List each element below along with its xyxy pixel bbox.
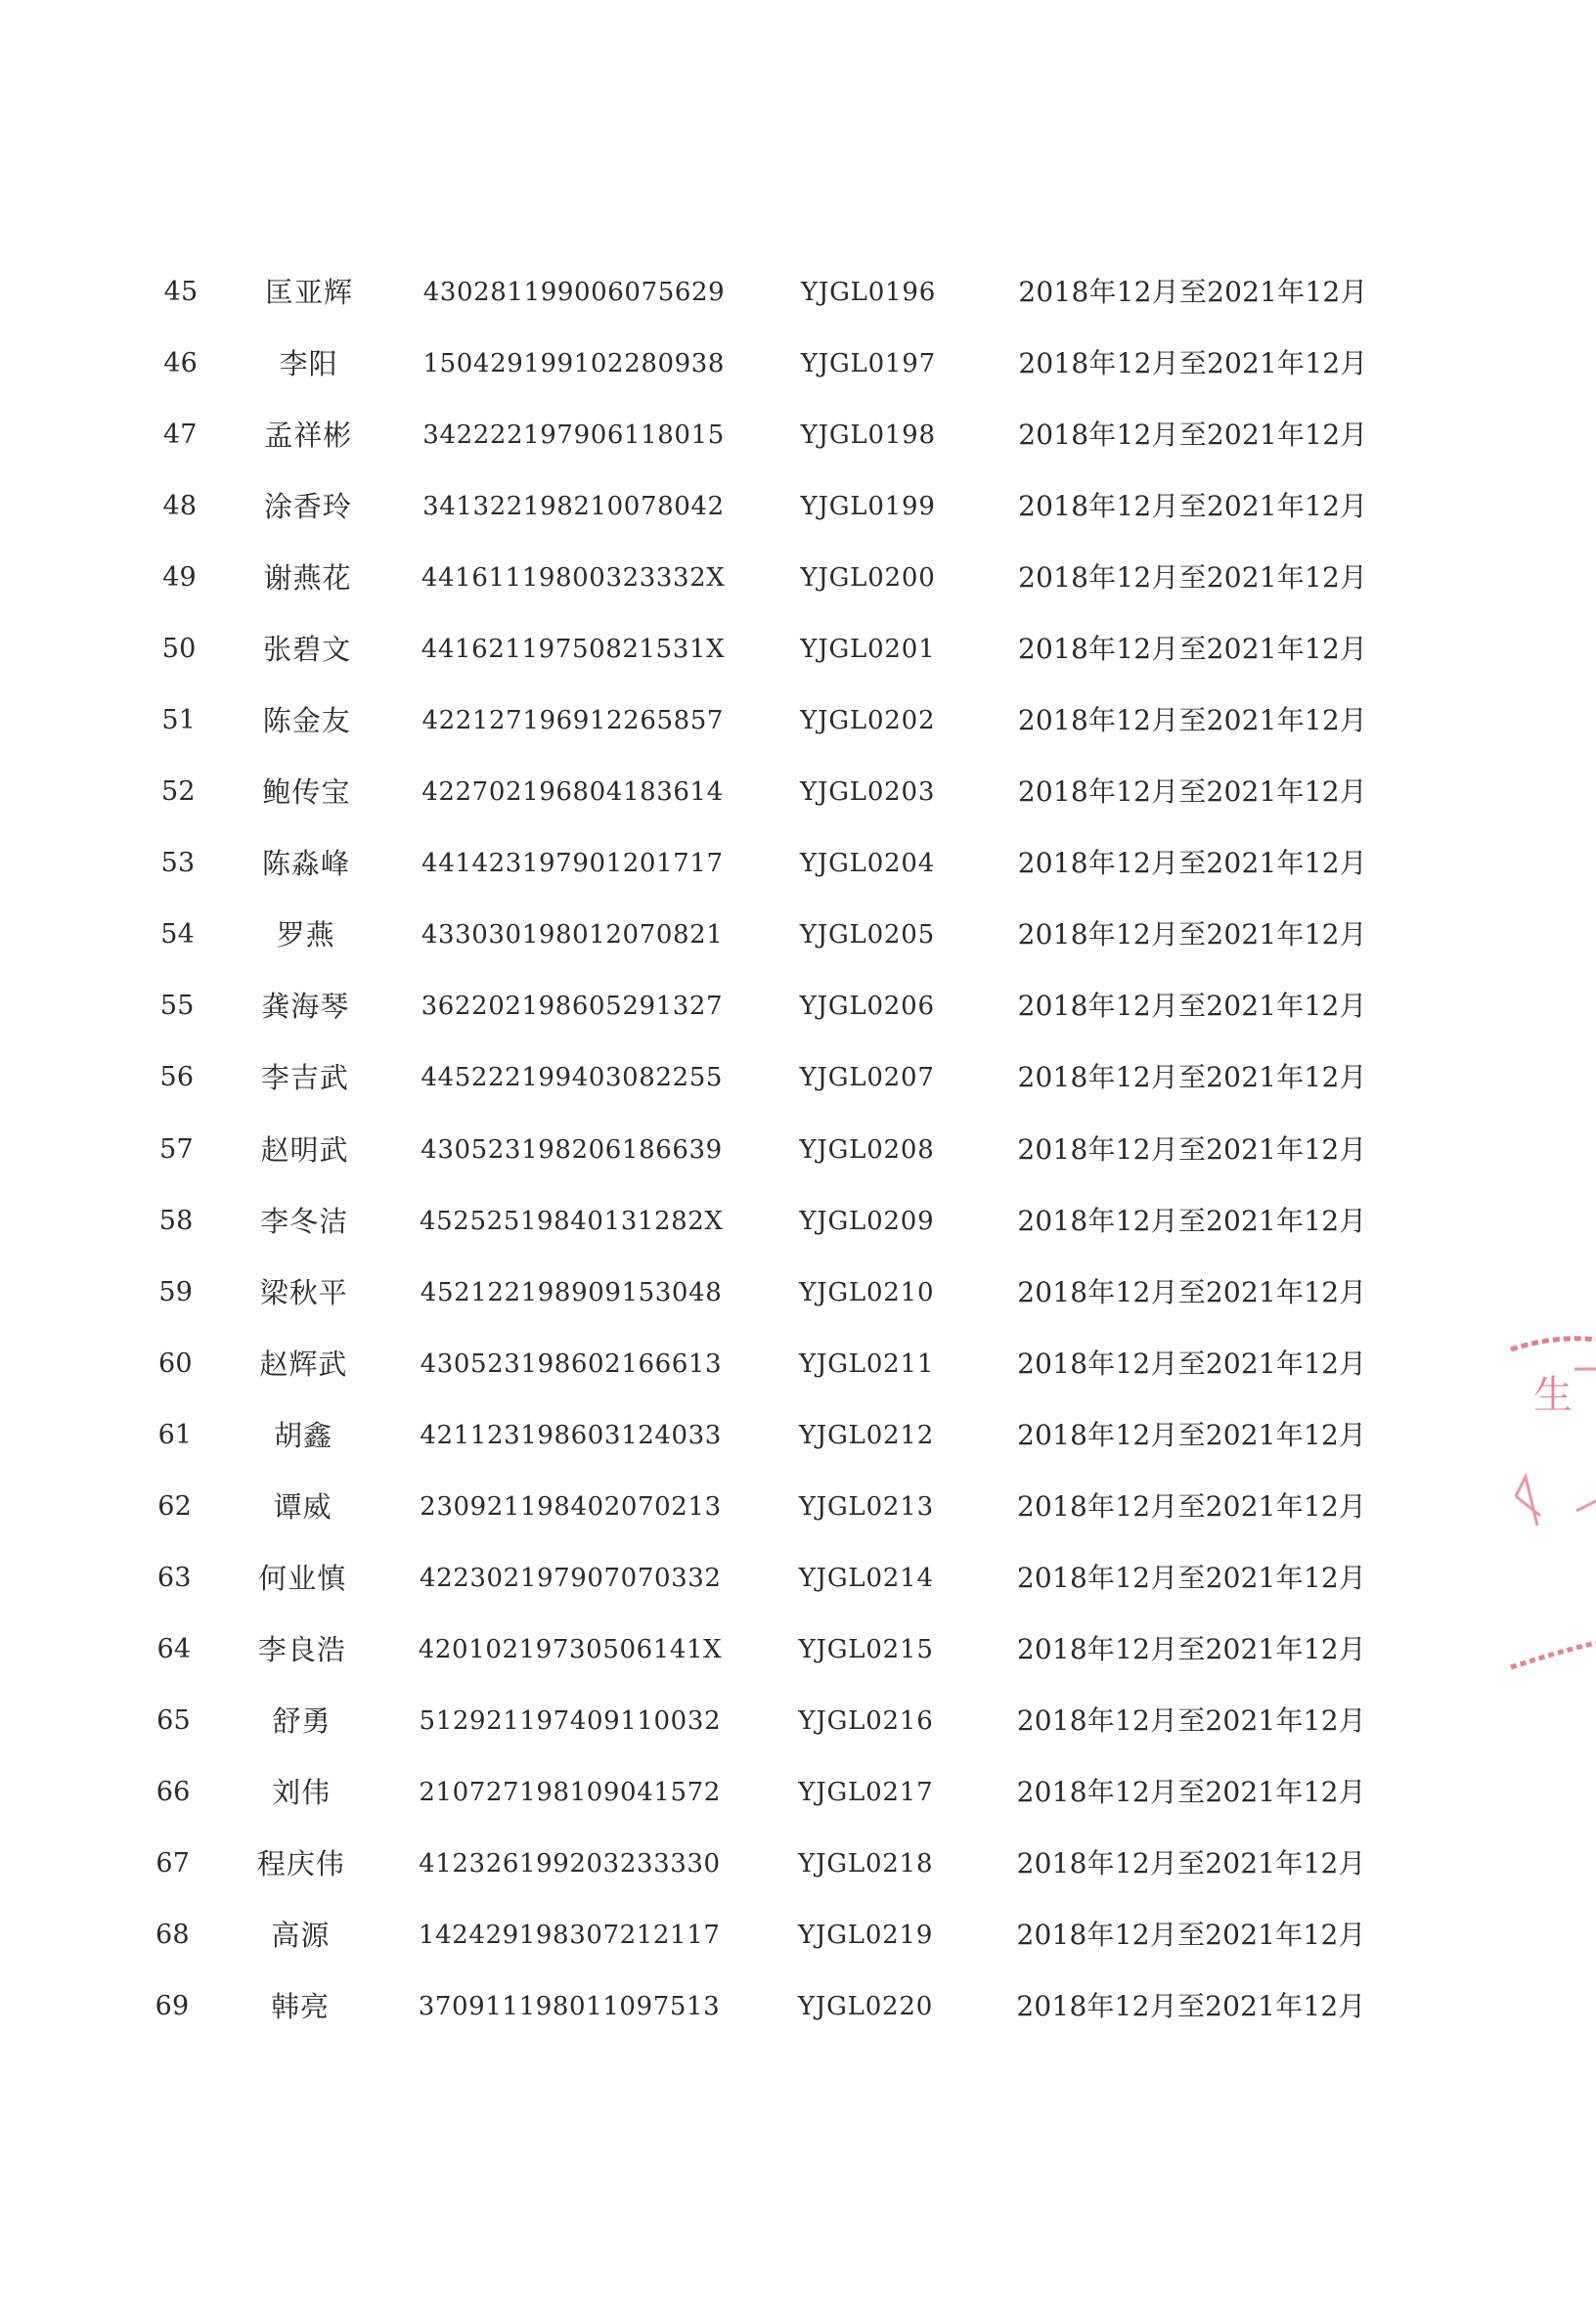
cell-period: 2018年12月至2021年12月 (1018, 419, 1368, 452)
cell-code: YJGL0207 (799, 1063, 935, 1093)
cell-id: 44161119800323332X (421, 563, 726, 594)
table-row (0, 268, 1596, 317)
cell-id: 44162119750821531X (421, 635, 726, 665)
cell-period: 2018年12月至2021年12月 (1017, 1418, 1367, 1451)
cell-code: YJGL0217 (798, 1777, 934, 1807)
cell-no: 54 (160, 919, 196, 951)
table-row (0, 768, 1596, 817)
cell-code: YJGL0214 (798, 1563, 934, 1593)
cell-id: 430281199006075629 (422, 278, 726, 307)
cell-name: 罗燕 (276, 918, 335, 952)
cell-no: 62 (157, 1490, 193, 1522)
cell-name: 鲍传宝 (262, 775, 351, 810)
cell-id: 230921198402070213 (420, 1491, 722, 1522)
cell-no: 50 (161, 634, 197, 665)
cell-code: YJGL0205 (799, 920, 935, 951)
cell-code: YJGL0204 (799, 849, 936, 879)
cell-id: 422302197907070332 (419, 1563, 722, 1593)
cell-no: 48 (162, 491, 198, 522)
cell-no: 53 (160, 848, 196, 879)
table-row (0, 1911, 1596, 1960)
cell-code: YJGL0197 (800, 349, 936, 379)
cell-id: 430523198206186639 (421, 1134, 723, 1165)
cell-code: YJGL0202 (800, 706, 936, 736)
cell-period: 2018年12月至2021年12月 (1016, 1561, 1367, 1594)
cell-name: 李冬洁 (260, 1204, 349, 1238)
cell-code: YJGL0211 (799, 1349, 935, 1379)
table-row (0, 1768, 1596, 1817)
cell-no: 52 (160, 776, 196, 808)
cell-id: 422127196912265857 (421, 706, 725, 736)
cell-code: YJGL0208 (799, 1134, 935, 1165)
cell-id: 150429199102280938 (422, 349, 726, 379)
cell-name: 张碧文 (263, 633, 352, 667)
cell-name: 李良浩 (257, 1632, 346, 1666)
cell-name: 胡鑫 (273, 1418, 333, 1452)
table-row (0, 1126, 1596, 1174)
cell-no: 56 (159, 1062, 195, 1093)
cell-name: 涂香玲 (263, 490, 352, 524)
cell-id: 422702196804183614 (421, 777, 724, 808)
table-row (0, 1411, 1596, 1460)
cell-period: 2018年12月至2021年12月 (1017, 1132, 1367, 1166)
cell-period: 2018年12月至2021年12月 (1018, 347, 1368, 380)
cell-id: 42010219730506141X (418, 1634, 723, 1664)
cell-no: 69 (155, 1991, 190, 2021)
cell-no: 68 (155, 1919, 190, 1950)
cell-period: 2018年12月至2021年12月 (1018, 276, 1368, 308)
cell-period: 2018年12月至2021年12月 (1017, 847, 1367, 880)
cell-period: 2018年12月至2021年12月 (1018, 490, 1368, 523)
stamp-text: 生 (1533, 1373, 1573, 1418)
cell-no: 46 (163, 348, 199, 379)
cell-code: YJGL0215 (798, 1634, 934, 1664)
table-row (0, 1268, 1596, 1317)
cell-period: 2018年12月至2021年12月 (1017, 775, 1367, 809)
cell-id: 421123198603124033 (420, 1420, 722, 1450)
cell-name: 谭威 (273, 1489, 332, 1524)
cell-name: 舒勇 (272, 1703, 332, 1738)
cell-no: 58 (158, 1205, 194, 1236)
cell-id: 362202198605291327 (421, 992, 724, 1022)
cell-no: 61 (157, 1419, 193, 1450)
cell-period: 2018年12月至2021年12月 (1017, 633, 1368, 666)
table-row (0, 1697, 1596, 1746)
cell-id: 342222197906118015 (422, 420, 725, 451)
cell-code: YJGL0220 (797, 1992, 934, 2021)
cell-id: 452122198909153048 (420, 1277, 723, 1307)
red-seal-stamp (1506, 1330, 1596, 1682)
cell-id: 412326199203233330 (419, 1848, 721, 1879)
cell-no: 55 (159, 991, 195, 1022)
cell-code: YJGL0210 (799, 1277, 935, 1307)
cell-no: 49 (162, 562, 197, 594)
cell-period: 2018年12月至2021年12月 (1018, 561, 1368, 595)
table-row (0, 696, 1596, 745)
cell-code: YJGL0212 (798, 1420, 935, 1450)
cell-code: YJGL0213 (798, 1491, 934, 1522)
cell-name: 韩亮 (270, 1990, 331, 2023)
table-row (0, 1340, 1596, 1389)
table-row (0, 1625, 1596, 1674)
cell-name: 谢燕花 (263, 561, 352, 596)
cell-id: 433030198012070821 (421, 920, 724, 951)
cell-no: 63 (156, 1562, 192, 1593)
cell-code: YJGL0199 (800, 492, 936, 522)
table-row (0, 1482, 1596, 1531)
cell-period: 2018年12月至2021年12月 (1016, 1775, 1366, 1808)
cell-period: 2018年12月至2021年12月 (1017, 704, 1368, 737)
cell-id: 512921197409110032 (419, 1705, 722, 1736)
table-row (0, 553, 1596, 602)
cell-no: 67 (155, 1847, 191, 1879)
cell-name: 赵明武 (260, 1132, 349, 1167)
table-row (0, 339, 1596, 388)
cell-id: 45252519840131282X (420, 1206, 724, 1236)
cell-code: YJGL0200 (800, 563, 936, 594)
cell-period: 2018年12月至2021年12月 (1017, 1275, 1367, 1308)
cell-code: YJGL0218 (798, 1848, 934, 1879)
cell-period: 2018年12月至2021年12月 (1016, 1489, 1367, 1523)
cell-period: 2018年12月至2021年12月 (1017, 918, 1367, 951)
cell-code: YJGL0206 (799, 992, 935, 1022)
cell-no: 47 (162, 420, 198, 451)
table-row (0, 1982, 1596, 2031)
cell-period: 2018年12月至2021年12月 (1016, 1918, 1366, 1951)
cell-name: 匡亚辉 (264, 276, 354, 309)
cell-code: YJGL0203 (800, 777, 936, 808)
cell-id: 341322198210078042 (422, 492, 725, 522)
cell-code: YJGL0219 (798, 1920, 934, 1950)
cell-name: 李吉武 (260, 1061, 349, 1095)
cell-period: 2018年12月至2021年12月 (1017, 1061, 1367, 1094)
table-row (0, 1839, 1596, 1888)
cell-id: 445222199403082255 (421, 1063, 723, 1093)
cell-name: 李阳 (279, 347, 338, 381)
cell-id: 142429198307212117 (418, 1920, 721, 1950)
cell-code: YJGL0201 (800, 635, 936, 665)
cell-no: 57 (159, 1133, 194, 1165)
cell-period: 2018年12月至2021年12月 (1016, 1703, 1366, 1737)
cell-period: 2018年12月至2021年12月 (1017, 990, 1367, 1023)
table-row (0, 411, 1596, 460)
cell-no: 66 (155, 1776, 191, 1807)
cell-id: 430523198602166613 (420, 1349, 723, 1379)
cell-name: 梁秋平 (259, 1275, 348, 1309)
table-row (0, 839, 1596, 888)
cell-id: 441423197901201717 (421, 849, 724, 879)
cell-period: 2018年12月至2021年12月 (1016, 1846, 1366, 1880)
table-row (0, 910, 1596, 959)
table-row (0, 1197, 1596, 1246)
cell-name: 陈淼峰 (261, 847, 351, 881)
cell-id: 210727198109041572 (419, 1777, 721, 1807)
cell-no: 60 (157, 1348, 193, 1379)
cell-code: YJGL0198 (800, 420, 936, 451)
table-row (0, 1053, 1596, 1102)
cell-code: YJGL0196 (800, 278, 937, 307)
cell-period: 2018年12月至2021年12月 (1017, 1204, 1367, 1237)
cell-name: 程庆伟 (256, 1846, 345, 1880)
cell-id: 370911198011097513 (418, 1992, 721, 2021)
cell-name: 陈金友 (262, 704, 351, 738)
cell-name: 刘伟 (272, 1775, 332, 1809)
cell-period: 2018年12月至2021年12月 (1016, 1990, 1366, 2022)
cell-period: 2018年12月至2021年12月 (1016, 1632, 1366, 1665)
table-row (0, 1554, 1596, 1603)
cell-no: 65 (156, 1704, 191, 1736)
cell-code: YJGL0216 (798, 1705, 934, 1736)
table-row (0, 625, 1596, 674)
cell-name: 孟祥彬 (264, 419, 353, 453)
cell-name: 龚海琴 (261, 990, 350, 1024)
table-row (0, 482, 1596, 531)
cell-period: 2018年12月至2021年12月 (1017, 1347, 1367, 1380)
cell-no: 45 (163, 277, 199, 307)
cell-no: 64 (156, 1633, 192, 1664)
cell-name: 高源 (271, 1918, 331, 1952)
cell-no: 51 (161, 705, 197, 736)
cell-code: YJGL0209 (799, 1206, 935, 1236)
table-row (0, 982, 1596, 1031)
cell-name: 何业慎 (258, 1561, 347, 1595)
cell-name: 赵辉武 (259, 1347, 348, 1381)
cell-no: 59 (158, 1276, 194, 1307)
